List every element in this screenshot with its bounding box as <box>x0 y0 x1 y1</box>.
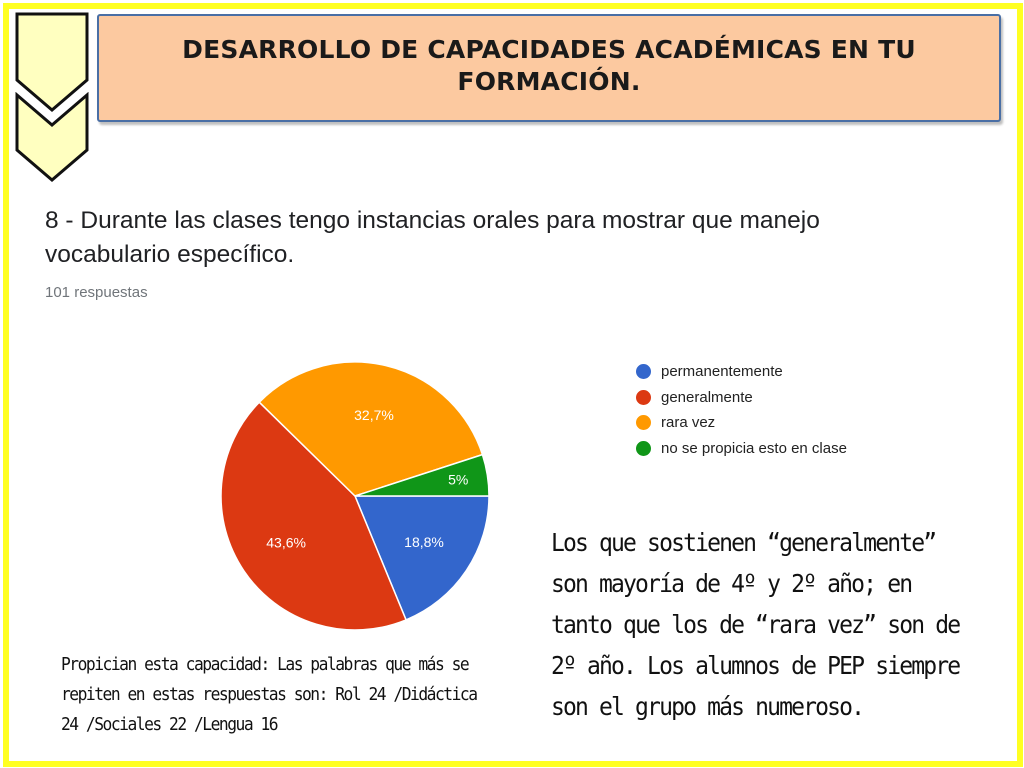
legend-item <box>636 436 847 462</box>
pie-chart <box>205 346 505 646</box>
legend-label: permanentemente <box>661 363 783 381</box>
legend-item <box>636 385 847 411</box>
responses-count: 101 respuestas <box>45 284 148 301</box>
legend-label: no se propicia esto en clase <box>661 439 847 457</box>
legend-swatch <box>636 364 651 379</box>
pie-data-label: 18,8% <box>404 534 444 551</box>
legend-item <box>636 359 847 385</box>
question-title: 8 - Durante las clases tengo instancias orales para mostrar que manejo vocabulario específico. <box>45 207 820 268</box>
legend-swatch <box>636 415 651 430</box>
legend-label: rara vez <box>661 414 716 432</box>
legend-swatch <box>636 441 651 456</box>
chart-legend <box>636 359 847 461</box>
slide-title-line1: DESARROLLO DE CAPACIDADES ACADÉMICAS EN TU <box>182 35 916 64</box>
analysis-note: Los que sostienen “generalmente” son mayoría de 4º y 2º año; en tanto que los de “rara vez” son de 2º año. Los alumnos de PEP siempre son el grupo más numeroso. <box>551 528 960 721</box>
title-banner <box>97 14 1001 122</box>
slide-title-line2: FORMACIÓN. <box>457 67 641 96</box>
slide-title <box>182 34 916 98</box>
pie-data-label: 32,7% <box>354 407 394 424</box>
keywords-note: Propician esta capacidad: Las palabras que más se repiten en estas respuestas son: Rol 24 /Didáctica 24 /Sociales 22 /Lengua 16 <box>61 655 477 735</box>
pie-data-label: 43,6% <box>266 534 306 551</box>
legend-item <box>636 410 847 436</box>
legend-label: generalmente <box>661 388 753 406</box>
chevron-down-icon <box>14 92 90 186</box>
pie-data-label: 5% <box>448 471 469 488</box>
legend-swatch <box>636 390 651 405</box>
